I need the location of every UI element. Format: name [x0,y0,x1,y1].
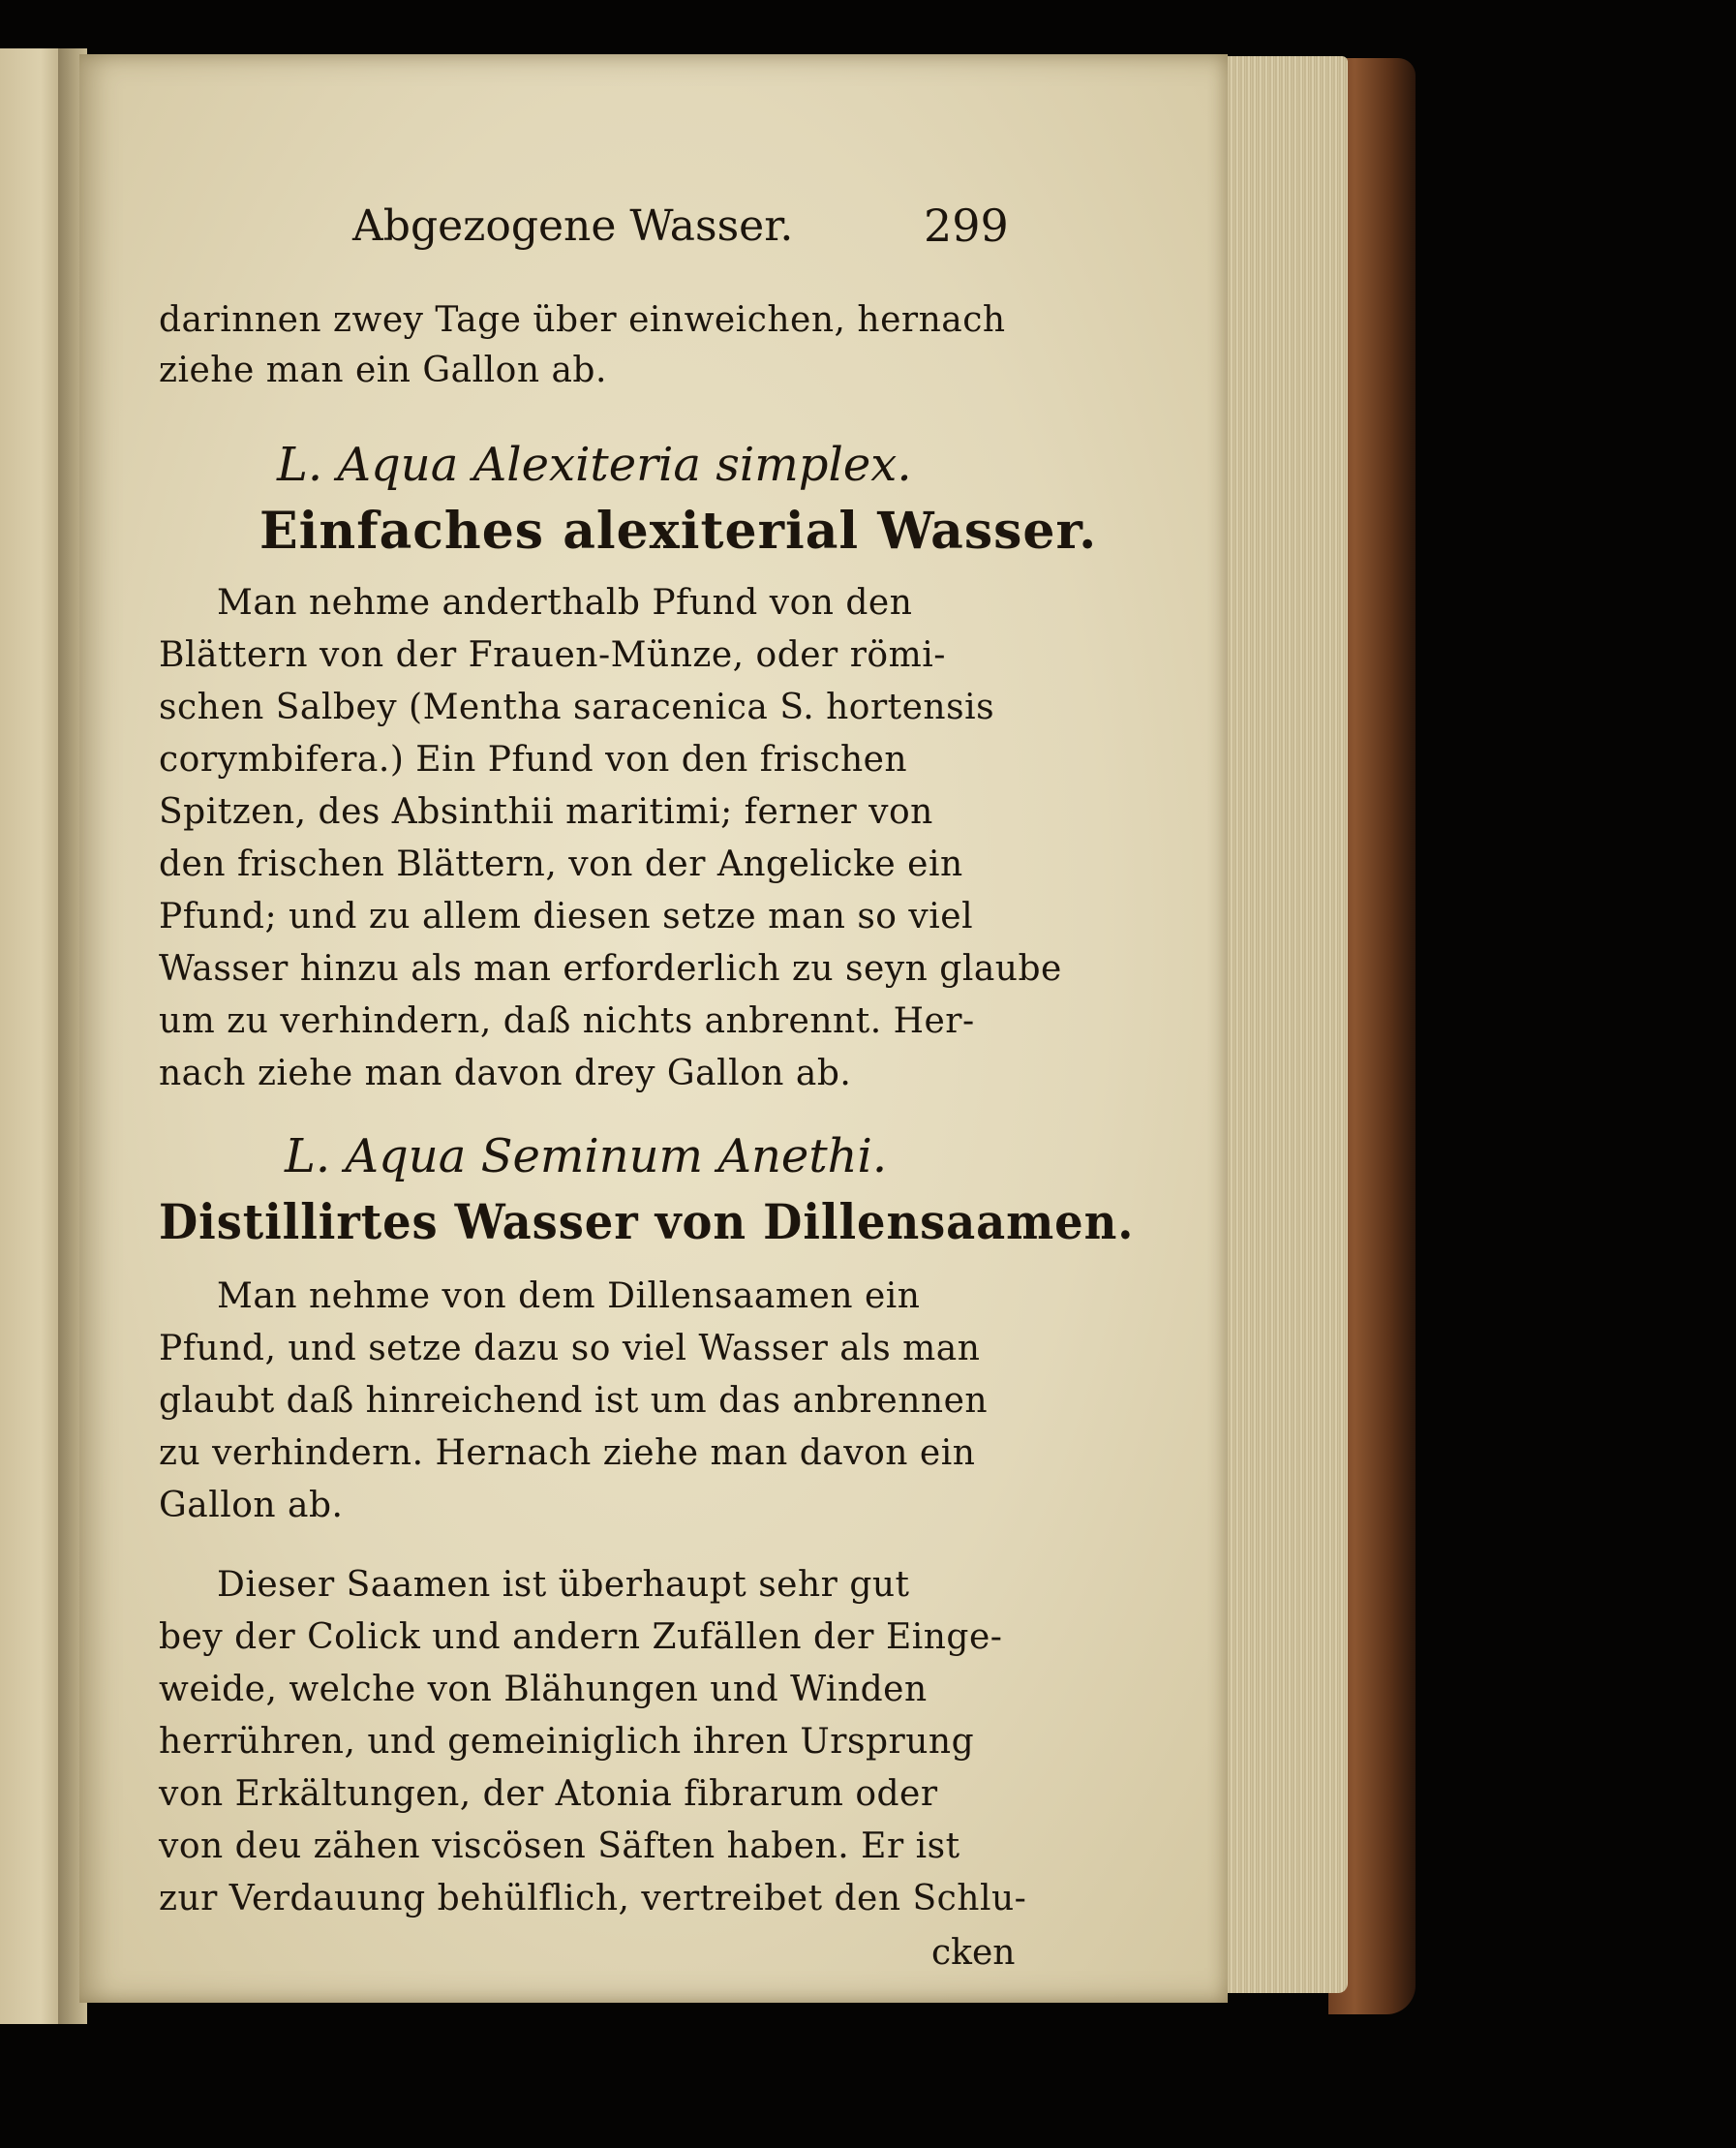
text-line: um zu verhindern, daß nichts anbrennt. Her- [159,1001,975,1041]
text-line: corymbifera.) Ein Pfund von den frischen [159,740,908,780]
text-line: darinnen zwey Tage über einweichen, hernach [159,300,1006,340]
page [79,54,1228,2003]
text-line: bey der Colick und andern Zufällen der Einge- [159,1617,1003,1657]
text-line: Man nehme anderthalb Pfund von den [217,583,913,623]
section-german-title: Distillirtes Wasser von Dillensaamen. [159,1193,1135,1250]
text-line: den frischen Blättern, von der Angelicke ein [159,844,963,884]
text-line: Man nehme von dem Dillensaamen ein [217,1276,921,1316]
text-line: zur Verdauung behülflich, vertreibet den Schlu- [159,1879,1027,1918]
text-line: von Erkältungen, der Atonia fibrarum oder [159,1774,938,1814]
text-line: Spitzen, des Absinthii maritimi; ferner von [159,792,933,832]
page-number: 299 [924,199,1009,252]
text-line: nach ziehe man davon drey Gallon ab. [159,1054,852,1093]
section-german-title: Einfaches alexiterial Wasser. [259,502,1098,561]
text-line: Gallon ab. [159,1486,344,1525]
text-line: Pfund, und setze dazu so viel Wasser als man [159,1329,981,1368]
catchword: cken [931,1933,1016,1973]
text-line: zu verhindern. Hernach ziehe man davon ein [159,1433,976,1473]
text-line: glaubt daß hinreichend ist um das anbrennen [159,1381,989,1421]
section-latin-title: L. Aqua Seminum Anethi. [285,1129,888,1183]
text-line: Pfund; und zu allem diesen setze man so viel [159,897,974,936]
running-head-title: Abgezogene Wasser. [352,201,794,251]
page-edges [1222,56,1348,1993]
text-line: Blättern von der Frauen-Münze, oder römi- [159,635,946,675]
text-line: herrühren, und gemeiniglich ihren Ursprung [159,1722,975,1762]
text-line: von deu zähen viscösen Säften haben. Er ist [159,1826,960,1866]
text-line: weide, welche von Blähungen und Winden [159,1670,928,1709]
text-line: Wasser hinzu als man erforderlich zu seyn glaube [159,949,1062,989]
section-latin-title: L. Aqua Alexiteria simplex. [277,438,912,492]
text-line: Dieser Saamen ist überhaupt sehr gut [217,1565,910,1605]
text-line: ziehe man ein Gallon ab. [159,351,607,390]
text-line: schen Salbey (Mentha saracenica S. hortensis [159,688,995,727]
